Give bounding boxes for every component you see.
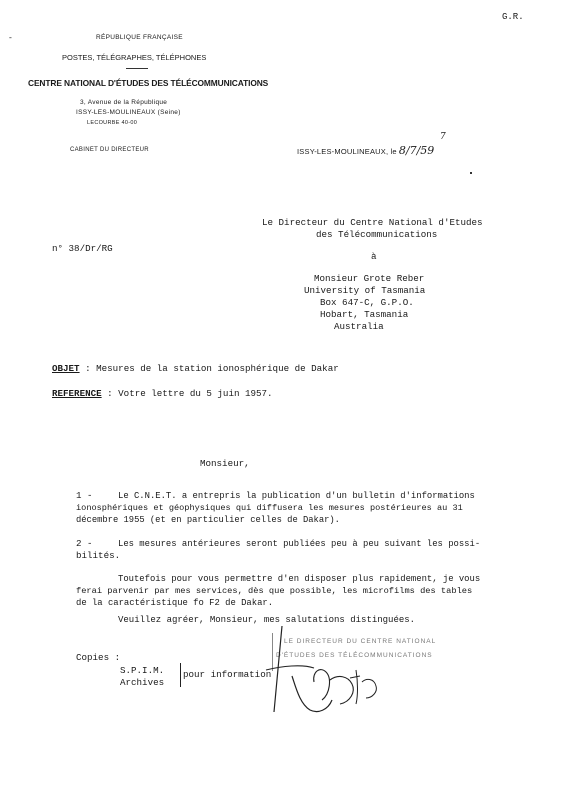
recipient-line-2: University of Tasmania	[304, 285, 426, 296]
letterhead-rule	[126, 68, 148, 69]
reference-label: REFERENCE	[52, 388, 102, 399]
paragraph-1-line-1: Le C.N.E.T. a entrepris la publication d'un bulletin d'informations	[118, 491, 475, 501]
copies-label: Copies :	[76, 652, 121, 663]
closing-formula: Veuillez agréer, Monsieur, mes salutations distinguées.	[118, 615, 416, 625]
paragraph-2-line-2: bilités.	[76, 550, 121, 561]
sender-to: à	[371, 251, 377, 262]
paragraph-1-line-2: ionosphériques et géophysiques qui diffusera les mesures postérieures au 31	[76, 503, 463, 513]
sender-line-2: des Télécommunications	[316, 229, 438, 240]
recipient-line-5: Australia	[334, 321, 384, 332]
paragraph-1-line-3: décembre 1955 (et en particulier celles de Dakar).	[76, 515, 340, 525]
salutation: Monsieur,	[200, 458, 250, 469]
stamp-line-1: LE DIRECTEUR DU CENTRE NATIONAL	[284, 638, 437, 645]
paragraph-3-line-1: Toutefois pour vous permettre d'en disposer plus rapidement, je vous	[118, 574, 481, 584]
date-superscript: 7	[440, 132, 446, 142]
letterhead-phone: LECOURBE 40-00	[87, 120, 138, 126]
margin-speck: -	[8, 34, 13, 43]
recipient-line-1: Monsieur Grote Reber	[314, 273, 425, 284]
object-text: Mesures de la station ionosphérique de Dakar	[96, 363, 339, 374]
paragraph-1-number: 1 -	[76, 490, 93, 501]
paragraph-3-line-2: ferai parvenir par mes services, dès que possible, les microfilms des tables	[76, 586, 473, 596]
signature	[262, 612, 392, 722]
paragraph-2-line-1: Les mesures antérieures seront publiées peu à peu suivant les possi-	[118, 539, 481, 549]
object-label: OBJET	[52, 363, 80, 374]
reference-text: Votre lettre du 5 juin 1957.	[118, 388, 273, 399]
place-label: ISSY-LES-MOULINEAUX, le	[297, 147, 397, 156]
letterhead-address-street: 3, Avenue de la République	[80, 99, 168, 106]
recipient-line-3: Box 647-C, G.P.O.	[320, 297, 414, 308]
letterhead-center-name: CENTRE NATIONAL D'ÉTUDES DES TÉLÉCOMMUNICATIONS	[28, 78, 269, 88]
corner-initials: G.R.	[502, 12, 524, 22]
copies-brace	[176, 663, 181, 687]
copies-recipient-1: S.P.I.M.	[120, 665, 165, 676]
letterhead-address-city: ISSY-LES-MOULINEAUX (Seine)	[76, 109, 181, 116]
recipient-line-4: Hobart, Tasmania	[320, 309, 409, 320]
letterhead-office: CABINET DU DIRECTEUR	[70, 147, 149, 153]
sender-line-1: Le Directeur du Centre National d'Etudes	[262, 217, 483, 228]
object-separator: :	[79, 363, 97, 374]
paragraph-3-line-3: de la caractéristique fo F2 de Dakar.	[76, 598, 274, 608]
letterhead-republic: RÉPUBLIQUE FRANÇAISE	[96, 34, 183, 41]
stamp-line-2: D'ÉTUDES DES TÉLÉCOMMUNICATIONS	[276, 652, 433, 659]
copies-recipient-2: Archives	[120, 677, 165, 688]
paragraph-2-number: 2 -	[76, 538, 93, 549]
place-date	[297, 144, 434, 157]
date-handwritten: 8/7/59	[398, 144, 435, 157]
reference-line	[52, 388, 273, 401]
copies-purpose: pour information	[183, 669, 272, 680]
reference-number: n° 38/Dr/RG	[52, 243, 113, 254]
object-line	[52, 363, 339, 376]
reference-separator: :	[101, 388, 119, 399]
letterhead-ministry: POSTES, TÉLÉGRAPHES, TÉLÉPHONES	[62, 53, 207, 62]
stray-dot	[470, 172, 472, 174]
